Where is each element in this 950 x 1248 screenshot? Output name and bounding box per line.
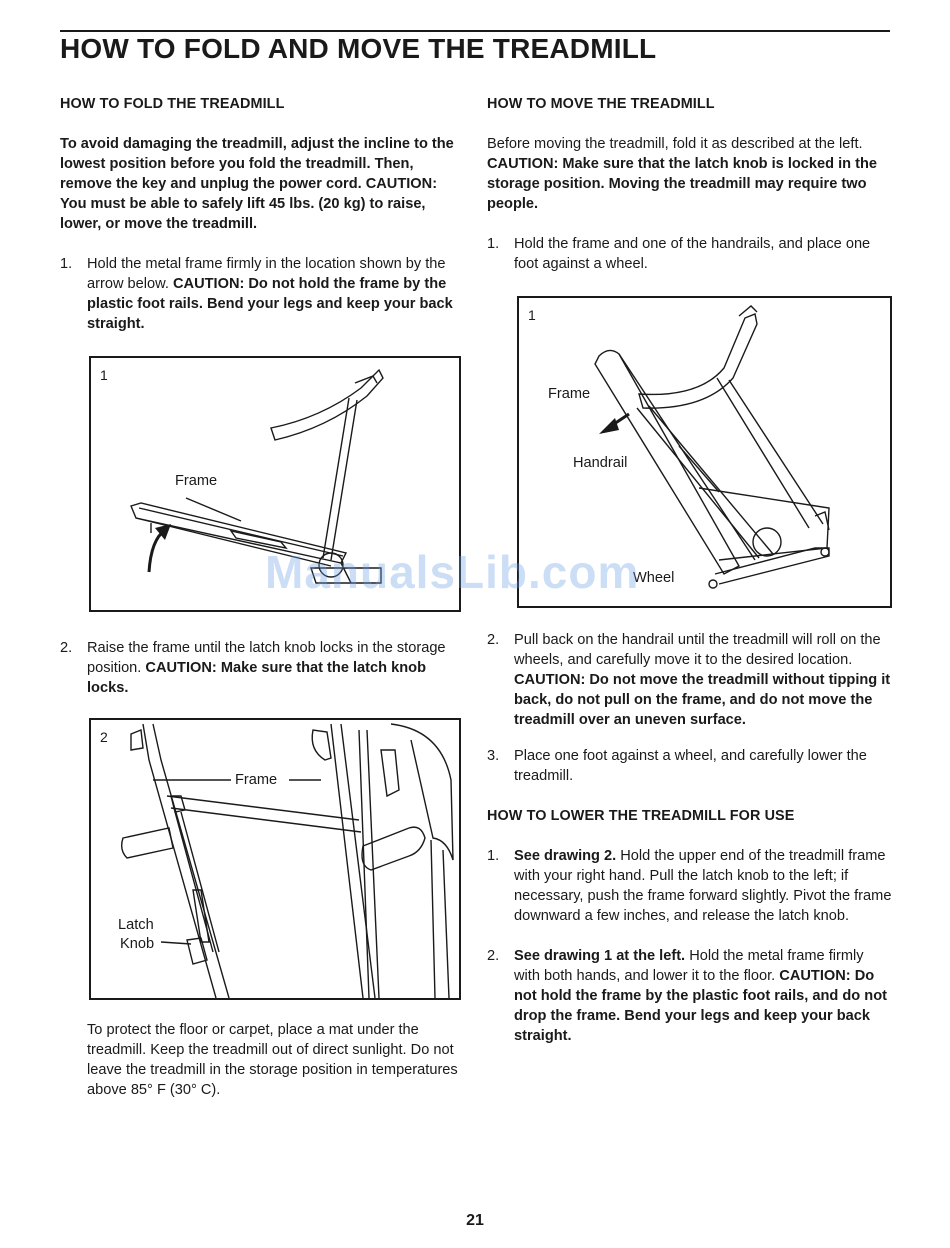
fold-step-2 [60,638,460,698]
watermark: ManualsLib.com [265,546,640,598]
treadmill-upright-illustration [91,720,459,998]
move-intro-text: Before moving the treadmill, fold it as described at the left. [487,136,863,152]
step-text: Hold the metal frame firmly with both hands, and lower it to the floor. [514,948,864,984]
label-knob: Knob [120,936,155,952]
fold-heading: HOW TO FOLD THE TREADMILL [60,96,285,112]
step-text: Raise the frame until the latch knob locks in the storage position. [87,640,446,676]
step-text: Hold the metal frame firmly in the location shown by the arrow below. [87,256,446,292]
step-text: Hold the upper end of the treadmill frame with your right hand. Pull the latch knob to the left; if necessary, push the frame forward slightly. Pivot the frame downward a few inches, and release the latch knob. [514,848,892,924]
step-caution: CAUTION: Do not hold the frame by the plastic foot rails. Bend your legs and keep your back straight. [87,276,453,332]
move-step-3 [487,746,892,786]
move-heading: HOW TO MOVE THE TREADMILL [487,96,715,112]
fold-step-1 [60,254,460,334]
figure-number: 1 [100,367,108,383]
label-frame: Frame [175,473,218,489]
label-frame: Frame [235,772,278,788]
title-rule [60,30,890,32]
step-number: 1. [60,256,73,272]
move-step-2 [487,630,892,730]
label-latch: Latch [118,917,154,933]
move-intro-caution: CAUTION: Make sure that the latch knob is locked in the storage position. Moving the treadmill may require two people. [487,156,878,212]
step-lead: See drawing 2. [514,848,617,864]
label-wheel: Wheel [633,570,675,586]
step-number: 3. [487,748,500,764]
move-step-1 [487,234,892,274]
storage-note: To protect the floor or carpet, place a mat under the treadmill. Keep the treadmill out of direct sunlight. Do not leave the treadmill in the storage position in temperatures above 85° F (30° C). [87,1022,458,1098]
lower-heading: HOW TO LOWER THE TREADMILL FOR USE [487,808,795,824]
lower-step-2 [487,946,892,1046]
figure-fold-2 [89,718,461,1000]
step-number: 2. [60,640,73,656]
label-handrail: Handrail [573,455,628,471]
page-number: 21 [466,1212,484,1229]
move-intro [487,134,892,214]
lower-step-1 [487,846,892,926]
label-frame: Frame [548,386,591,402]
figure-number: 1 [528,307,536,323]
step-text: Hold the frame and one of the handrails, and place one foot against a wheel. [514,236,871,272]
step-number: 2. [487,948,500,964]
step-number: 1. [487,236,500,252]
step-caution: CAUTION: Do not hold the frame by the plastic foot rails, and do not drop the frame. Bend your legs and keep your back straight. [514,968,887,1044]
step-number: 1. [487,848,500,864]
step-text: Pull back on the handrail until the treadmill will roll on the wheels, and carefully move it to the desired location. [514,632,881,668]
fold-intro: To avoid damaging the treadmill, adjust the incline to the lowest position before you fold the treadmill. Then, remove the key and unplug the power cord. CAUTION: You must be able to safely lift 45 lbs. (20 kg) to raise, lower, or move the treadmill. [60,136,454,232]
step-number: 2. [487,632,500,648]
page-title: HOW TO FOLD AND MOVE THE TREADMILL [60,33,657,64]
step-text: Place one foot against a wheel, and carefully lower the treadmill. [514,748,867,784]
step-caution: CAUTION: Do not move the treadmill without tipping it back, do not pull on the frame, and do not move the treadmill over an uneven surface. [514,672,891,728]
step-caution: CAUTION: Make sure that the latch knob locks. [87,660,426,696]
step-lead: See drawing 1 at the left. [514,948,686,964]
figure-number: 2 [100,729,108,745]
